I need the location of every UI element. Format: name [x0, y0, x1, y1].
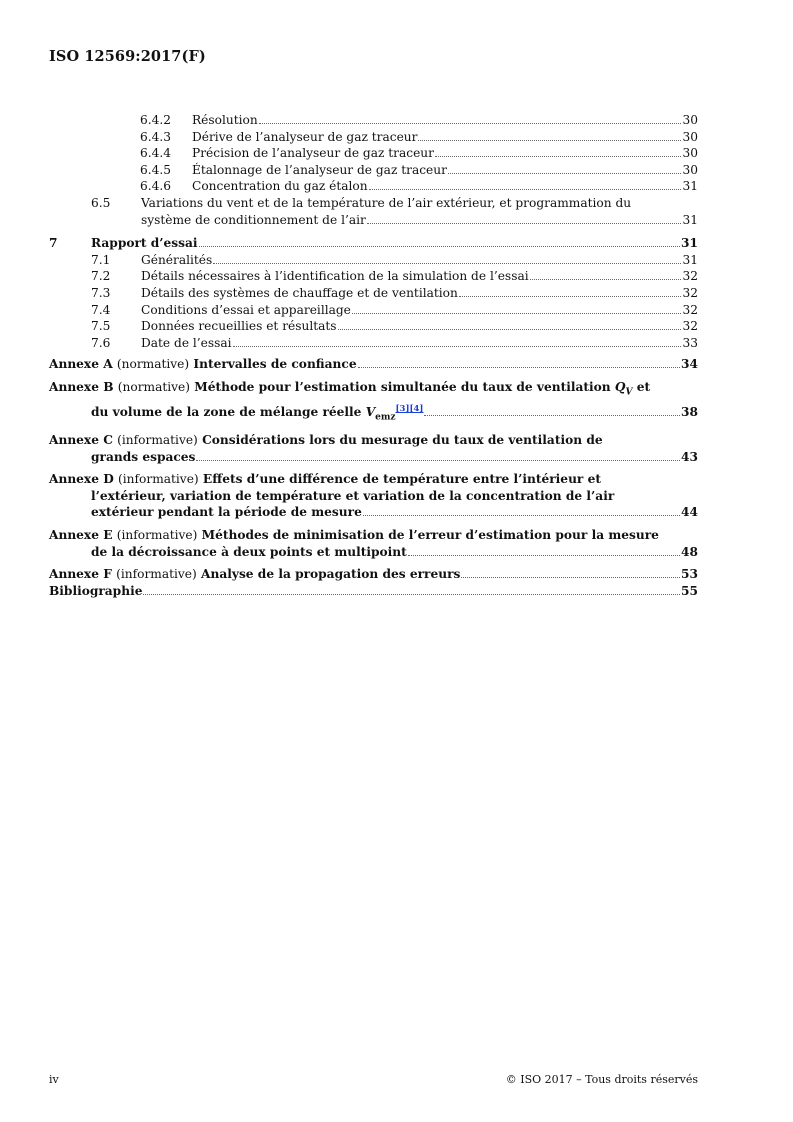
toc-page: 30 [682, 162, 698, 177]
toc-entry-annex-f[interactable] [49, 566, 698, 583]
annex-label: Annexe F [49, 567, 112, 582]
annex-kind: (normative) [116, 357, 190, 372]
toc-entry-7-6[interactable] [49, 335, 698, 352]
page-number: iv [49, 1073, 59, 1086]
leader-dots [196, 460, 680, 461]
annex-title: Analyse de la propagation des erreurs [201, 567, 461, 582]
table-of-contents [49, 112, 698, 599]
toc-entry-6-5[interactable] [49, 195, 698, 228]
toc-title: Précision de l’analyseur de gaz traceur [192, 146, 434, 161]
toc-entry-annex-e[interactable] [49, 527, 698, 560]
annex-title-cont: l’extérieur, variation de température et variation de la concentration de l’air [91, 488, 615, 503]
annex-kind: (informative) [117, 433, 198, 448]
toc-entry-7-1[interactable] [49, 252, 698, 269]
annex-label: Annexe B [49, 379, 114, 394]
leader-dots [213, 263, 681, 264]
toc-title-cont: système de conditionnement de l’air [141, 212, 366, 227]
leader-dots [461, 577, 680, 578]
toc-title: Date de l’essai [141, 335, 232, 350]
toc-entry-annex-b[interactable] [49, 379, 698, 426]
toc-entry-6-4-5[interactable] [49, 162, 698, 179]
symbol-v: V [365, 405, 376, 419]
annex-label: Annexe A [49, 357, 113, 372]
toc-entry-7[interactable] [49, 235, 698, 252]
toc-page: 30 [682, 113, 698, 127]
annex-kind: (informative) [118, 472, 199, 487]
leader-dots [367, 223, 682, 224]
toc-title: Données recueillies et résultats [141, 319, 337, 334]
toc-page: 30 [682, 146, 698, 161]
toc-title: Détails nécessaires à l’identification de la simulation de l’essai [141, 269, 529, 284]
toc-title: Détails des systèmes de chauffage et de ventilation [141, 285, 458, 300]
toc-title: Conditions d’essai et appareillage [141, 302, 351, 317]
toc-number: 6.4.2 [140, 113, 172, 127]
toc-number: 6.4.4 [140, 146, 172, 161]
toc-page: 32 [682, 285, 698, 300]
annex-title: Méthodes de minimisation de l’erreur d’estimation pour la mesure [201, 528, 659, 542]
toc-page: 44 [681, 505, 698, 520]
toc-number: 6.4.5 [140, 162, 172, 177]
leader-dots [143, 594, 680, 595]
leader-dots [448, 173, 682, 174]
leader-dots [530, 279, 682, 280]
annex-title-cont: de la décroissance à deux points et multipoint [91, 544, 407, 559]
toc-page: 31 [682, 212, 698, 227]
annex-kind: (informative) [116, 567, 197, 582]
toc-entry-annex-c[interactable] [49, 432, 698, 465]
toc-title: Étalonnage de l’analyseur de gaz traceur [192, 162, 447, 177]
annex-title-end: et [636, 379, 651, 394]
reference-link-3[interactable]: [3] [395, 403, 410, 414]
document-header: ISO 12569:2017(F) [49, 48, 206, 65]
copyright-notice: © ISO 2017 – Tous droits réservés [505, 1073, 698, 1086]
toc-entry-7-5[interactable] [49, 318, 698, 335]
leader-dots [358, 367, 680, 368]
leader-dots [352, 313, 682, 314]
annex-title-cont: extérieur pendant la période de mesure [91, 505, 362, 520]
leader-dots [459, 296, 682, 297]
toc-page: 30 [682, 129, 698, 144]
toc-title: Concentration du gaz étalon [192, 179, 368, 194]
toc-title: Dérive de l’analyseur de gaz traceur [192, 129, 418, 144]
toc-entry-annex-d[interactable] [49, 471, 698, 521]
toc-page: 48 [681, 544, 698, 559]
toc-page: 38 [681, 405, 698, 419]
toc-number: 7.4 [91, 302, 111, 317]
annex-title: Intervalles de confiance [193, 357, 357, 372]
annex-title: Effets d’une différence de température entre l’intérieur et [202, 472, 601, 487]
symbol-q: Q [614, 379, 626, 394]
leader-dots [199, 246, 680, 247]
symbol-q-sub: V [625, 387, 633, 398]
toc-title: Bibliographie [49, 583, 143, 598]
toc-page: 32 [682, 269, 698, 284]
toc-entry-bibliography[interactable] [49, 583, 698, 600]
toc-page: 31 [681, 236, 698, 251]
leader-dots [418, 140, 681, 141]
toc-entry-6-4-6[interactable] [49, 178, 698, 195]
toc-number: 7.3 [91, 285, 111, 300]
leader-dots [363, 515, 680, 516]
toc-page: 31 [682, 252, 698, 267]
toc-page: 34 [681, 357, 698, 372]
toc-number: 7.2 [91, 269, 111, 284]
toc-entry-6-4-2[interactable] [49, 112, 698, 129]
toc-number: 6.4.3 [140, 129, 172, 144]
toc-number: 7.1 [91, 252, 111, 267]
toc-page: 55 [681, 583, 698, 598]
toc-title: Généralités [141, 252, 213, 267]
toc-title: Variations du vent et de la température de l’air extérieur, et programmation du [141, 195, 632, 210]
annex-kind: (normative) [117, 379, 190, 394]
annex-label: Annexe C [49, 433, 113, 448]
toc-page: 32 [682, 319, 698, 334]
toc-entry-7-3[interactable] [49, 285, 698, 302]
leader-dots [338, 329, 682, 330]
toc-title: Résolution [192, 113, 258, 127]
toc-entry-7-4[interactable] [49, 302, 698, 319]
leader-dots [259, 123, 682, 124]
annex-title: Méthode pour l’estimation simultanée du taux de ventilation [194, 379, 611, 394]
toc-page: 43 [681, 449, 698, 464]
annex-title-cont: du volume de la zone de mélange réelle [91, 405, 362, 419]
toc-entry-6-4-4[interactable] [49, 145, 698, 162]
leader-dots [424, 415, 680, 416]
toc-entry-6-4-3[interactable] [49, 129, 698, 146]
symbol-v-sub: emz [375, 412, 396, 423]
toc-number: 7 [49, 236, 58, 251]
annex-label: Annexe E [49, 528, 113, 542]
toc-page: 33 [682, 335, 698, 350]
toc-page: 32 [682, 302, 698, 317]
toc-number: 6.5 [91, 195, 111, 210]
annex-title-cont: grands espaces [91, 449, 196, 464]
leader-dots [435, 156, 682, 157]
toc-entry-annex-a[interactable] [49, 356, 698, 373]
leader-dots [369, 189, 682, 190]
toc-page: 31 [682, 179, 698, 194]
toc-entry-7-2[interactable] [49, 268, 698, 285]
toc-title: Rapport d’essai [91, 236, 198, 251]
reference-link-4[interactable]: [4] [409, 403, 424, 414]
toc-number: 7.6 [91, 335, 111, 350]
annex-label: Annexe D [49, 472, 114, 487]
leader-dots [408, 555, 680, 556]
annex-kind: (informative) [116, 528, 198, 542]
leader-dots [233, 346, 682, 347]
annex-title: Considérations lors du mesurage du taux de ventilation de [202, 433, 603, 448]
toc-page: 53 [681, 567, 698, 582]
page-footer [49, 1073, 698, 1086]
toc-number: 7.5 [91, 319, 111, 334]
toc-number: 6.4.6 [140, 179, 172, 194]
